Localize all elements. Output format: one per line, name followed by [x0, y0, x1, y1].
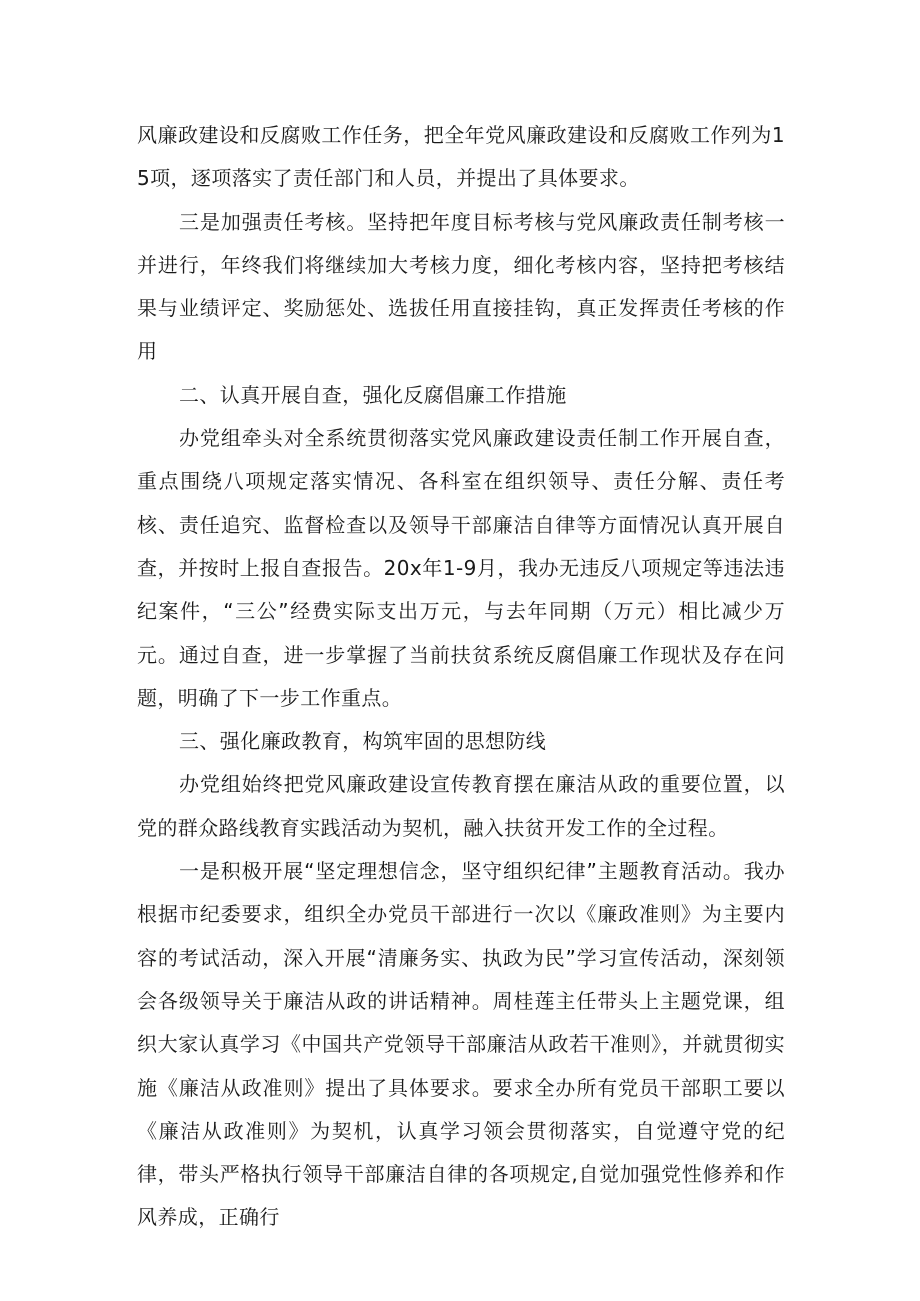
- paragraph-2: 三是加强责任考核。坚持把年度目标考核与党风廉政责任制考核一并进行，年终我们将继续加大考核力度，细化考核内容，坚持把考核结果与业绩评定、奖励惩处、选拔任用直接挂钩，真正发挥责任考核的作用: [137, 209, 785, 364]
- section-heading-3: 三、强化廉政教育，构筑牢固的思想防线: [179, 729, 547, 754]
- paragraph-1: 风廉政建设和反腐败工作任务，把全年党风廉政建设和反腐败工作列为15项，逐项落实了责任部门和人员，并提出了具体要求。: [137, 123, 785, 191]
- document-body: [137, 114, 785, 1240]
- section-heading-2: 二、认真开展自查，强化反腐倡廉工作措施: [179, 382, 567, 407]
- paragraph-5: 一是积极开展“坚定理想信念，坚守组织纪律”主题教育活动。我办根据市纪委要求，组织全办党员干部进行一次以《廉政准则》为主要内容的考试活动，深入开展“清廉务实、执政为民”学习宣传活动，深刻领会各级领导关于廉洁从政的讲话精神。周桂莲主任带头上主题党课，组织大家认真学习《中国共产党领导干部廉洁从政若干准则》，并就贯彻实施《廉洁从政准则》提出了具体要求。要求全办所有党员干部职工要以《廉洁从政准则》为契机，认真学习领会贯彻落实，自觉遵守党的纪律，带头严格执行领导干部廉洁自律的各项规定,自觉加强党性修养和作风养成，正确行: [137, 859, 785, 1230]
- paragraph-4: 办党组始终把党风廉政建设宣传教育摆在廉洁从政的重要位置，以党的群众路线教育实践活动为契机，融入扶贫开发工作的全过程。: [137, 772, 785, 840]
- paragraph-3: 办党组牵头对全系统贯彻落实党风廉政建设责任制工作开展自查，重点围绕八项规定落实情况、各科室在组织领导、责任分解、责任考核、责任追究、监督检查以及领导干部廉洁自律等方面情况认真开展自查，并按时上报自查报告。20x年1-9月，我办无违反八项规定等违法违纪案件，“三公”经费实际支出万元，与去年同期（万元）相比减少万元。通过自查，进一步掌握了当前扶贫系统反腐倡廉工作现状及存在问题，明确了下一步工作重点。: [137, 426, 785, 710]
